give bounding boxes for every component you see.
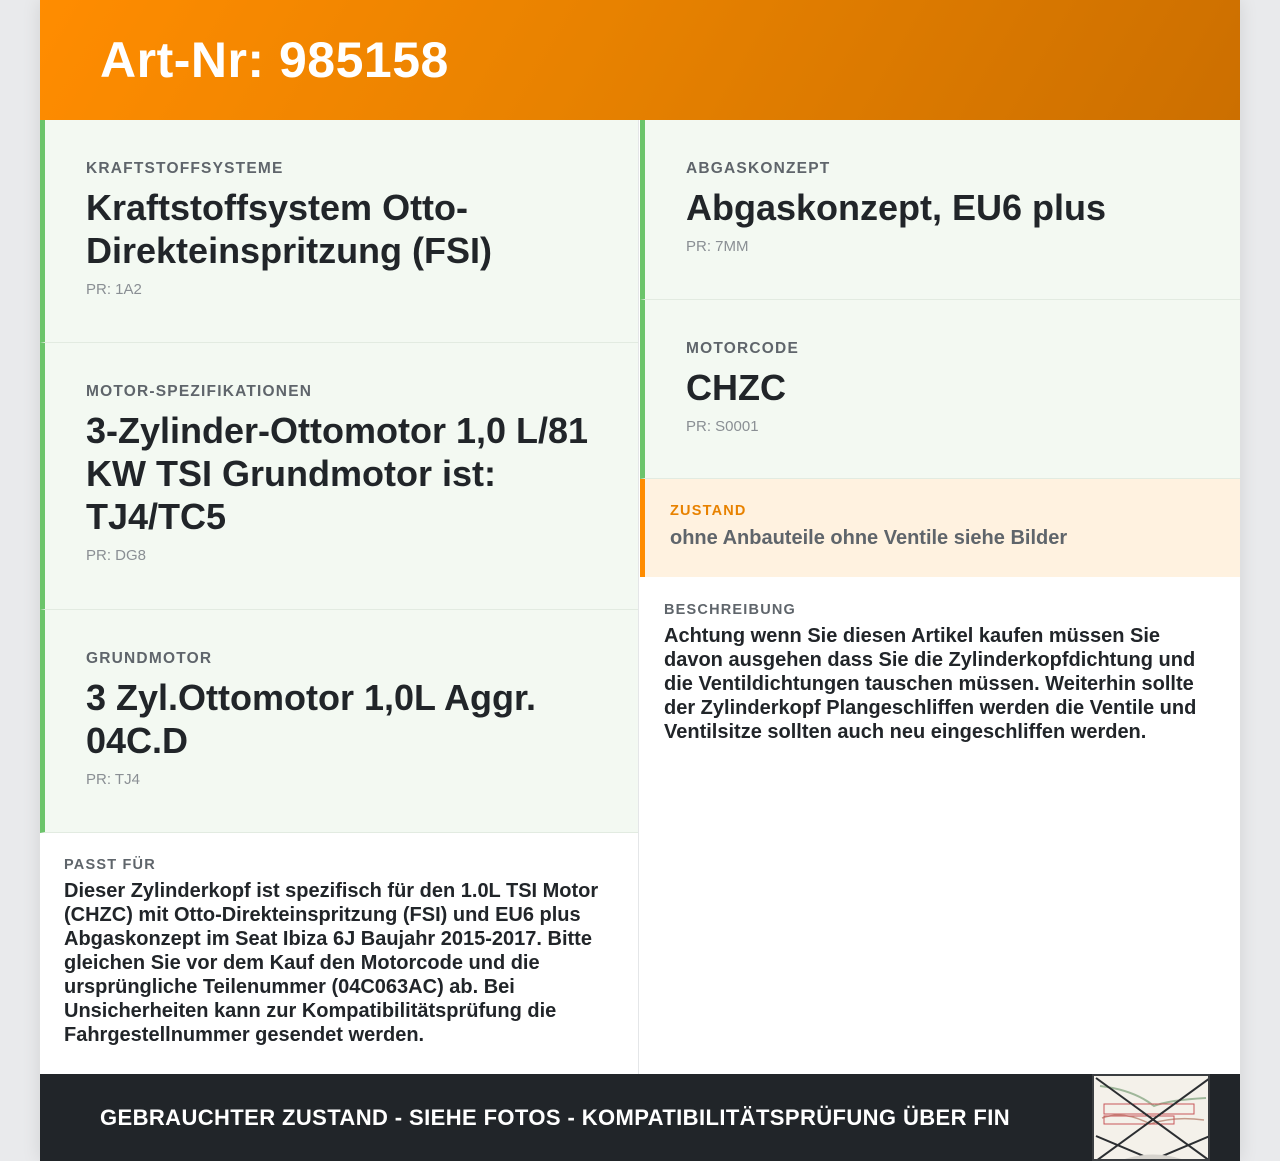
spec-label: GRUNDMOTOR xyxy=(86,650,213,667)
passt-fuer-label: PASST FÜR xyxy=(64,857,156,873)
passt-fuer-section xyxy=(40,857,639,1047)
spec-value: Abgaskonzept, EU6 plus xyxy=(686,187,1107,228)
spec-label: KRAFTSTOFFSYSTEME xyxy=(86,160,284,177)
footer-text: GEBRAUCHTER ZUSTAND - SIEHE FOTOS - KOMPATIBILITÄTSPRÜFUNG ÜBER FIN xyxy=(100,1104,1011,1130)
spec-pr: PR: 7MM xyxy=(686,238,749,255)
spec-label: MOTOR-SPEZIFIKATIONEN xyxy=(86,383,313,400)
header xyxy=(40,0,1240,120)
beschreibung-text: Achtung wenn Sie diesen Artikel kaufen müssen Sie davon ausgehen dass Sie die Zylinderkopfdichtung und die Ventildichtungen tauschen müssen. Weiterhin sollte der Zylinderkopf Plangeschliffen werden die Ventile und Ventilsitze sollten auch neu eingeschliffen werden. xyxy=(664,625,1197,743)
spec-grundmotor xyxy=(40,610,638,833)
product-card xyxy=(40,0,1240,1161)
envelope-document-icon[interactable] xyxy=(1092,1074,1210,1161)
zustand-value: ohne Anbauteile ohne Ventile siehe Bilder xyxy=(670,527,1068,549)
page-title: Art-Nr: 985158 xyxy=(100,32,449,88)
spec-value: CHZC xyxy=(686,367,786,408)
zustand-box xyxy=(640,479,1240,577)
footer-bar xyxy=(40,1074,1240,1161)
spec-label: ABGASKONZEPT xyxy=(686,160,831,177)
left-column xyxy=(40,120,639,1074)
spec-pr: PR: TJ4 xyxy=(86,771,140,788)
spec-pr: PR: DG8 xyxy=(86,547,147,564)
spec-motorcode xyxy=(640,300,1240,479)
thumbnail-image xyxy=(1094,1076,1210,1161)
spec-value: Kraftstoffsystem Otto-Direkteinspritzung (FSI) xyxy=(86,187,493,271)
spec-pr: PR: S0001 xyxy=(686,418,759,435)
zustand-label: ZUSTAND xyxy=(670,503,747,519)
beschreibung-section xyxy=(640,602,1240,744)
right-column xyxy=(640,120,1240,1074)
spec-grid xyxy=(40,120,1240,1074)
spec-pr: PR: 1A2 xyxy=(86,281,142,298)
spec-motor-spezifikationen xyxy=(40,343,638,610)
beschreibung-label: BESCHREIBUNG xyxy=(664,602,797,618)
spec-value: 3-Zylinder-Ottomotor 1,0 L/81 KW TSI Grundmotor ist: TJ4/TC5 xyxy=(86,410,589,537)
spec-abgaskonzept xyxy=(640,120,1240,300)
passt-fuer-text: Dieser Zylinderkopf ist spezifisch für den 1.0L TSI Motor (CHZC) mit Otto-Direkteinspritzung (FSI) und EU6 plus Abgaskonzept im Seat Ibiza 6J Baujahr 2015-2017. Bitte gleichen Sie vor dem Kauf den Motorcode und die ursprüngliche Teilenummer (04C063AC) ab. Bei Unsicherheiten kann zur Kompatibilitätsprüfung die Fahrgestellnummer gesendet werden. xyxy=(64,880,599,1046)
spec-value: 3 Zyl.Ottomotor 1,0L Aggr. 04C.D xyxy=(86,677,537,761)
spec-label: MOTORCODE xyxy=(686,340,799,357)
spec-kraftstoffsysteme xyxy=(40,120,638,343)
